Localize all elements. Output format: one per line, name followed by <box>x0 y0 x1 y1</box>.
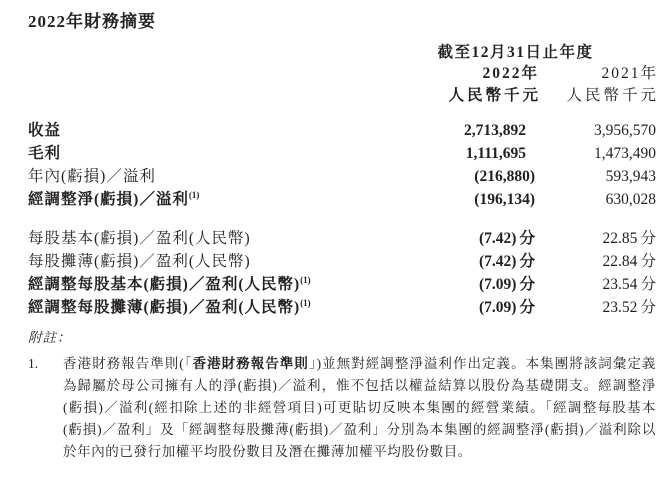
table-row <box>28 118 656 141</box>
row-label: 年內(虧損)／溢利 <box>28 168 156 185</box>
value-2021: 23.52 分 <box>602 299 656 316</box>
value-2021: 630,028 <box>605 191 656 208</box>
value-2021: 22.85 分 <box>602 230 656 247</box>
footnote-line <box>63 353 656 375</box>
row-label: 每股攤薄(虧損)／盈利(人民幣) <box>28 253 251 270</box>
value-2021: 23.54 分 <box>602 276 656 293</box>
footnote-text: (虧損)／溢利(經扣除上述的非經營項目)可更貼切反映本集團的經營業績。「經調整每股基本 <box>63 400 656 415</box>
value-2021: 1,473,490 <box>594 145 656 162</box>
footnote-text: 為歸屬於母公司擁有人的淨(虧損)／溢利，惟不包括以權益結算以股份為基礎開支。經調整淨 <box>63 378 656 393</box>
page-title: 2022年財務摘要 <box>28 12 156 31</box>
table-row <box>28 226 656 249</box>
value-2022: (216,880) <box>474 168 535 185</box>
footnote-number: 1. <box>28 356 39 371</box>
value-2021: 22.84 分 <box>602 253 656 270</box>
footnote-text-bold: 香港財務報告準則 <box>192 356 309 371</box>
value-2022: (7.42) 分 <box>478 253 535 270</box>
value-2022: (196,134) <box>474 191 535 208</box>
year-2022-header: 2022年 <box>482 65 539 82</box>
footnote-line <box>63 397 656 419</box>
value-2022: 1,111,695 <box>465 145 526 162</box>
row-label: 毛利 <box>28 145 62 162</box>
unit-2021-header: 人民幣千元 <box>566 87 659 104</box>
row-label: 經調整每股基本(虧損)／盈利(人民幣)$^{(1)}$ <box>28 274 311 293</box>
table-row <box>28 141 656 164</box>
table-row <box>28 187 656 210</box>
table-row <box>28 249 656 272</box>
row-label: 經調整淨(虧損)／溢利$^{(1)}$ <box>28 189 200 208</box>
footnote-ref: (1) <box>300 274 311 285</box>
table-row <box>28 164 656 187</box>
period-header: 截至12月31日止年度 <box>437 44 594 61</box>
footnote-text: 」)並無對經調整淨溢利作出定義。本集團將該詞彙定義 <box>308 356 656 371</box>
footnote-text: (虧損)／盈利」及「經調整每股攤薄(虧損)／盈利」分別為本集團的經調整淨(虧損)／溢利除以 <box>63 422 656 437</box>
footnote-text: 香港財務報告準則(「 <box>63 356 193 371</box>
value-2022: 2,713,892 <box>464 122 526 139</box>
unit-header-row <box>28 83 659 105</box>
footnote-body <box>63 353 656 463</box>
footnote-ref: (1) <box>300 297 311 308</box>
footnote-line <box>63 419 656 441</box>
row-label: 每股基本(虧損)／盈利(人民幣) <box>28 230 251 247</box>
table-row <box>28 272 656 295</box>
row-label: 收益 <box>28 122 62 139</box>
value-2022: (7.42) 分 <box>478 230 535 247</box>
row-label: 經調整每股攤薄(虧損)／盈利(人民幣)$^{(1)}$ <box>28 297 311 316</box>
unit-2022-header: 人民幣千元 <box>448 87 541 104</box>
footnote-line <box>63 375 656 397</box>
footnote-line <box>63 441 656 463</box>
notes-label: 附註： <box>28 330 72 345</box>
footnote-1 <box>28 353 656 463</box>
table-row <box>28 295 656 318</box>
year-header-row <box>28 61 656 83</box>
value-2022: (7.09) 分 <box>478 299 535 316</box>
footnote-text: 於年內的已發行加權平均股份數目及潛在攤薄加權平均股份數目。 <box>63 444 472 459</box>
year-2021-header: 2021年 <box>601 65 658 82</box>
value-2022: (7.09) 分 <box>478 276 535 293</box>
footnote-ref: (1) <box>188 189 200 200</box>
value-2021: 593,943 <box>605 168 656 185</box>
value-2021: 3,956,570 <box>594 122 656 139</box>
financial-table-rows <box>28 118 656 318</box>
